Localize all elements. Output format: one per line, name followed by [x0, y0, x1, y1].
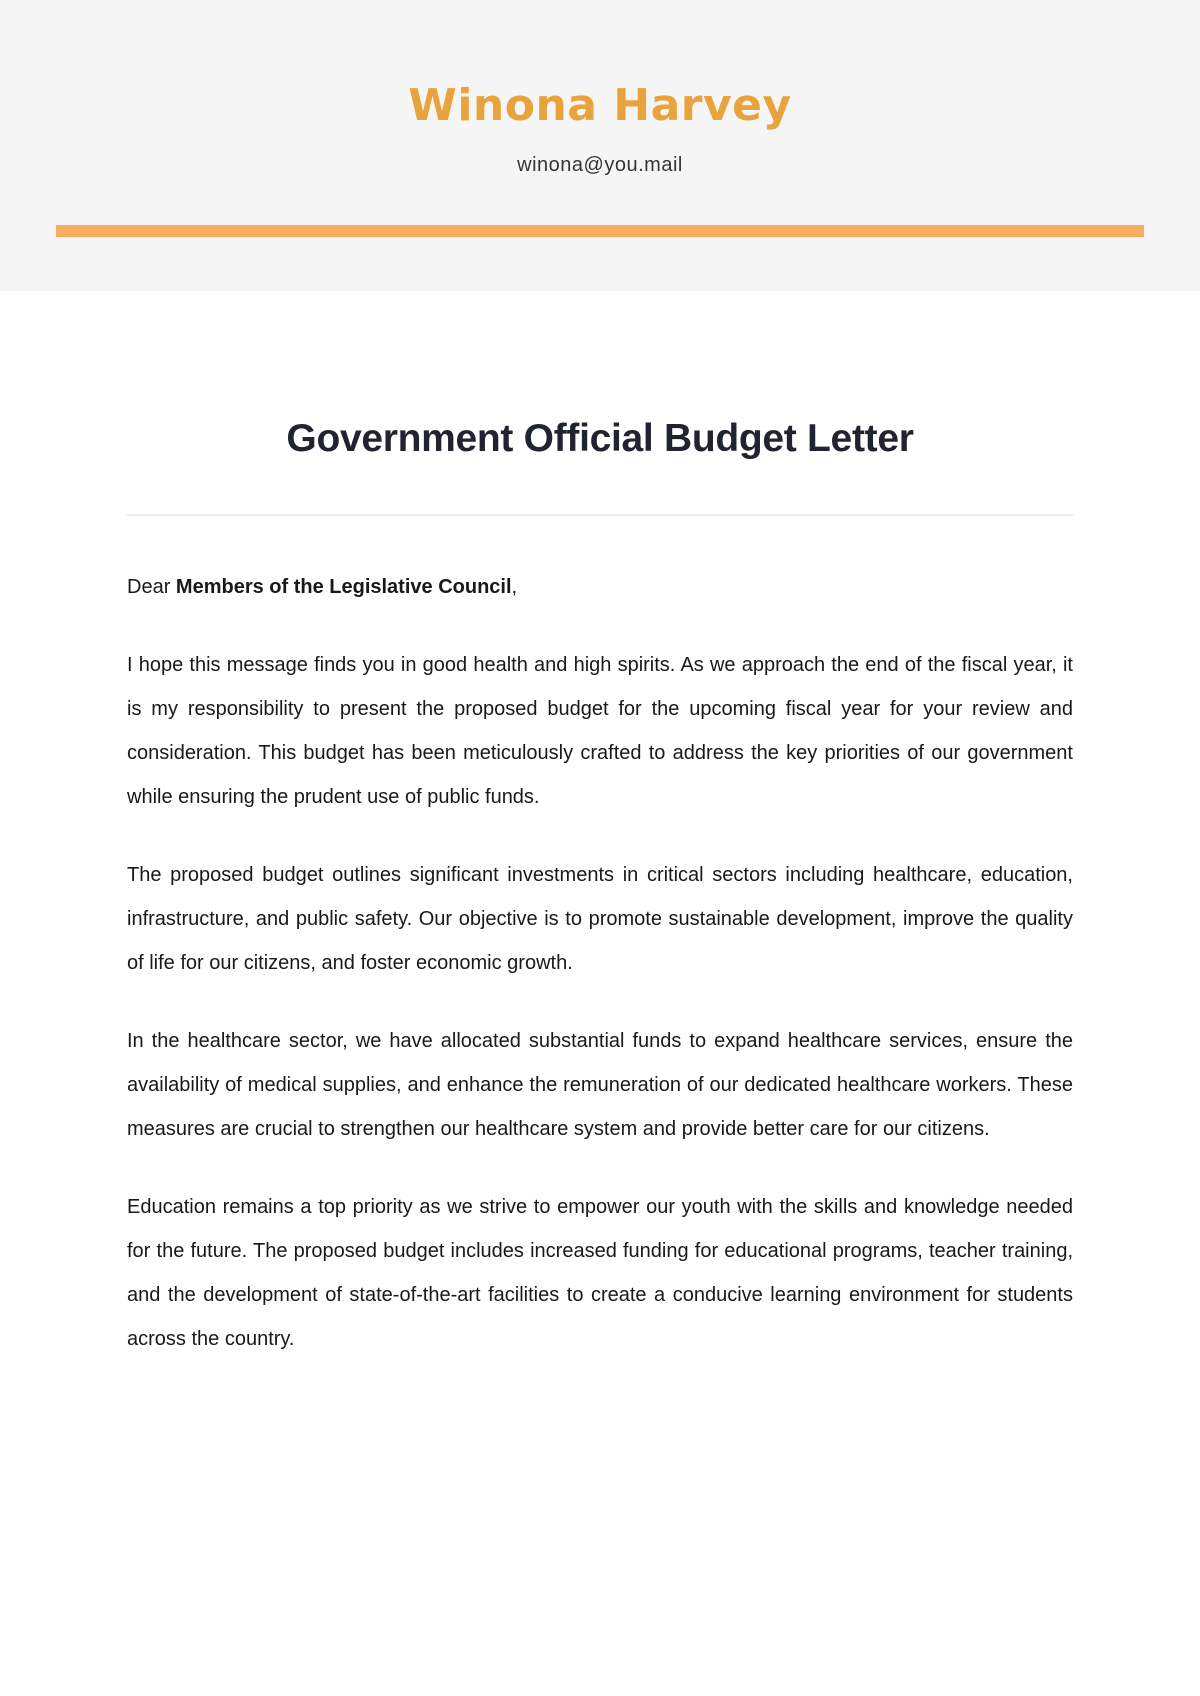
accent-bar	[56, 225, 1144, 237]
paragraph-overview: The proposed budget outlines significant investments in critical sectors including healthcare, education, infrastructure, and public safety. Our objective is to promote sustainable development, improve the quality of life for our citizens, and foster economic growth.	[127, 864, 1073, 974]
salutation-recipient: Members of the Legislative Council	[175, 576, 512, 598]
salutation-comma: ,	[511, 576, 518, 598]
sender-email: winona@you.mail	[517, 154, 683, 177]
salutation	[127, 565, 1073, 609]
paragraph-education: Education remains a top priority as we strive to empower our youth with the skills and knowledge needed for the future. The proposed budget includes increased funding for educational programs, teacher training, and the development of state-of-the-art facilities to create a conducive learning environment for students across the country.	[127, 1196, 1073, 1350]
letterhead	[0, 0, 1200, 291]
letter-body	[0, 415, 1200, 1361]
paragraph-healthcare: In the healthcare sector, we have allocated substantial funds to expand healthcare services, ensure the availability of medical supplies, and enhance the remuneration of our dedicated healthcare workers. These measures are crucial to strengthen our healthcare system and provide better care for our citizens.	[127, 1030, 1073, 1140]
title-divider	[127, 514, 1073, 516]
sender-name: Winona Harvey	[408, 80, 792, 131]
salutation-prefix: Dear	[127, 576, 176, 598]
paragraph-intro: I hope this message finds you in good health and high spirits. As we approach the end of the fiscal year, it is my responsibility to present the proposed budget for the upcoming fiscal year for your review and consideration. This budget has been meticulously crafted to address the key priorities of our government while ensuring the prudent use of public funds.	[127, 654, 1073, 808]
letter-title: Government Official Budget Letter	[286, 417, 914, 460]
